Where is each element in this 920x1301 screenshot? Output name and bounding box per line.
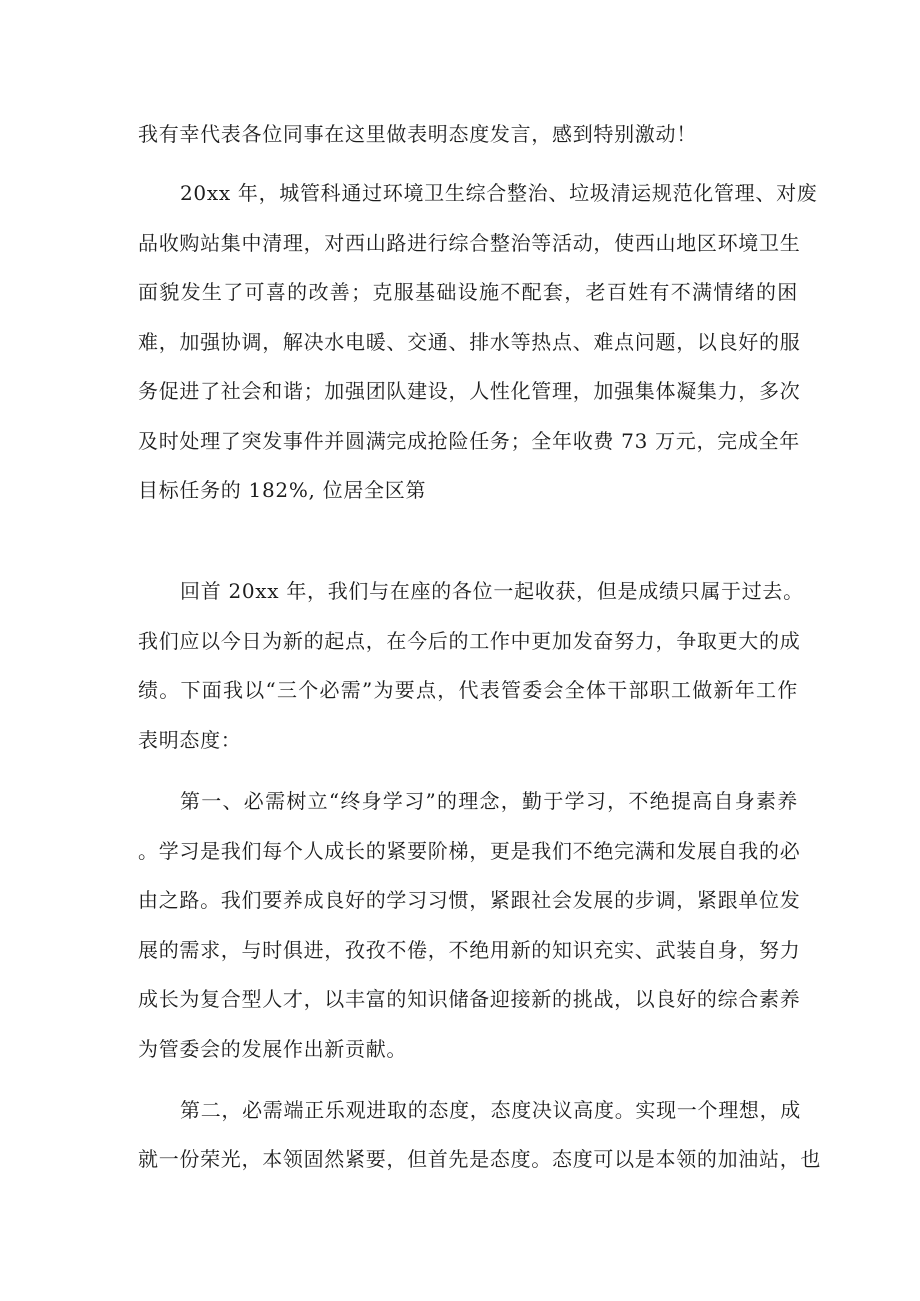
paragraph-2-line-6: 及时处理了突发事件并圆满完成抢险任务；全年收费 73 万元，完成全年 xyxy=(138,429,800,453)
paragraph-5-line-2: 就一份荣光，本领固然紧要，但首先是态度。态度可以是本领的加油站，也 xyxy=(138,1147,822,1171)
paragraph-2-line-2: 品收购站集中清理，对西山路进行综合整治等活动，使西山地区环境卫生 xyxy=(138,231,801,255)
paragraph-4-line-2: 。学习是我们每个人成长的紧要阶梯，更是我们不绝完满和发展自我的必 xyxy=(138,839,801,863)
paragraph-4-line-5: 成长为复合型人才，以丰富的知识储备迎接新的挑战，以良好的综合素养 xyxy=(138,987,801,1011)
paragraph-4-line-6: 为管委会的发展作出新贡献。 xyxy=(138,1037,408,1061)
paragraph-2-line-5: 务促进了社会和谐；加强团队建设，人性化管理，加强集体凝集力，多次 xyxy=(138,379,801,403)
paragraph-3-line-4: 表明态度： xyxy=(138,728,242,752)
paragraph-4-line-1: 第一、必需树立“终身学习”的理念，勤于学习，不绝提高自身素养 xyxy=(180,789,798,813)
paragraph-2-line-4: 难，加强协调，解决水电暖、交通、排水等热点、难点问题，以良好的服 xyxy=(138,330,801,354)
paragraph-3-line-3: 绩。下面我以“三个必需”为要点，代表管委会全体干部职工做新年工作 xyxy=(138,678,798,702)
paragraph-3-line-1: 回首 20xx 年，我们与在座的各位一起收获，但是成绩只属于过去。 xyxy=(180,579,804,603)
paragraph-2-line-1: 20xx 年，城管科通过环境卫生综合整治、垃圾清运规范化管理、对废 xyxy=(180,181,818,205)
paragraph-1-line-1: 我有幸代表各位同事在这里做表明态度发言，感到特别激动！ xyxy=(138,122,697,146)
paragraph-5-line-1: 第二，必需端正乐观进取的态度，态度决议高度。实现一个理想，成 xyxy=(180,1098,801,1122)
paragraph-4-line-4: 展的需求，与时俱进，孜孜不倦，不绝用新的知识充实、武装自身，努力 xyxy=(138,938,801,962)
paragraph-4-line-3: 由之路。我们要养成良好的学习习惯，紧跟社会发展的步调，紧跟单位发 xyxy=(138,888,801,912)
paragraph-2-line-7: 目标任务的 182%, 位居全区第 xyxy=(138,478,427,502)
paragraph-3-line-2: 我们应以今日为新的起点，在今后的工作中更加发奋努力，争取更大的成 xyxy=(138,629,801,653)
paragraph-2-line-3: 面貌发生了可喜的改善；克服基础设施不配套，老百姓有不满情绪的困 xyxy=(138,280,798,304)
